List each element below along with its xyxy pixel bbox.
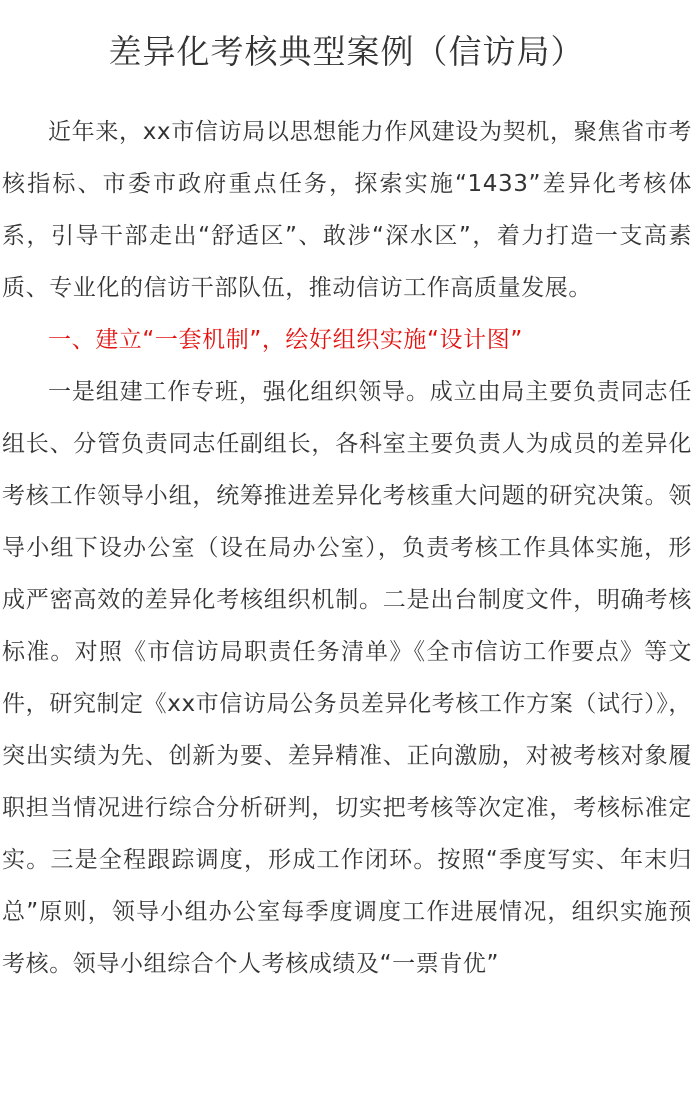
intro-paragraph: 近年来，xx市信访局以思想能力作风建设为契机，聚焦省市考核指标、市委市政府重点任务，探索实施“1433”差异化考核体系，引导干部走出“舒适区”、敢涉“深水区”，着力打造一支高素质、专业化的信访干部队伍，推动信访工作高质量发展。: [2, 119, 692, 301]
document-body: [2, 106, 692, 990]
section-body-paragraph: 一是组建工作专班，强化组织领导。成立由局主要负责同志任组长、分管负责同志任副组长，各科室主要负责人为成员的差异化考核工作领导小组，统筹推进差异化考核重大问题的研究决策。领导小组下设办公室（设在局办公室），负责考核工作具体实施，形成严密高效的差异化考核组织机制。二是出台制度文件，明确考核标准。对照《市信访局职责任务清单》《全市信访工作要点》等文件，研究制定《xx市信访局公务员差异化考核工作方案（试行）》，突出实绩为先、创新为要、差异精准、正向激励，对被考核对象履职担当情况进行综合分析研判，切实把考核等次定准，考核标准定实。三是全程跟踪调度，形成工作闭环。按照“季度写实、年末归总”原则，领导小组办公室每季度调度工作进展情况，组织实施预考核。领导小组综合个人考核成绩及“一票肯优”: [2, 379, 692, 977]
section-heading: 一、建立“一套机制”，绘好组织实施“设计图”: [48, 327, 523, 353]
document-title: 差异化考核典型案例（信访局）: [108, 32, 585, 71]
